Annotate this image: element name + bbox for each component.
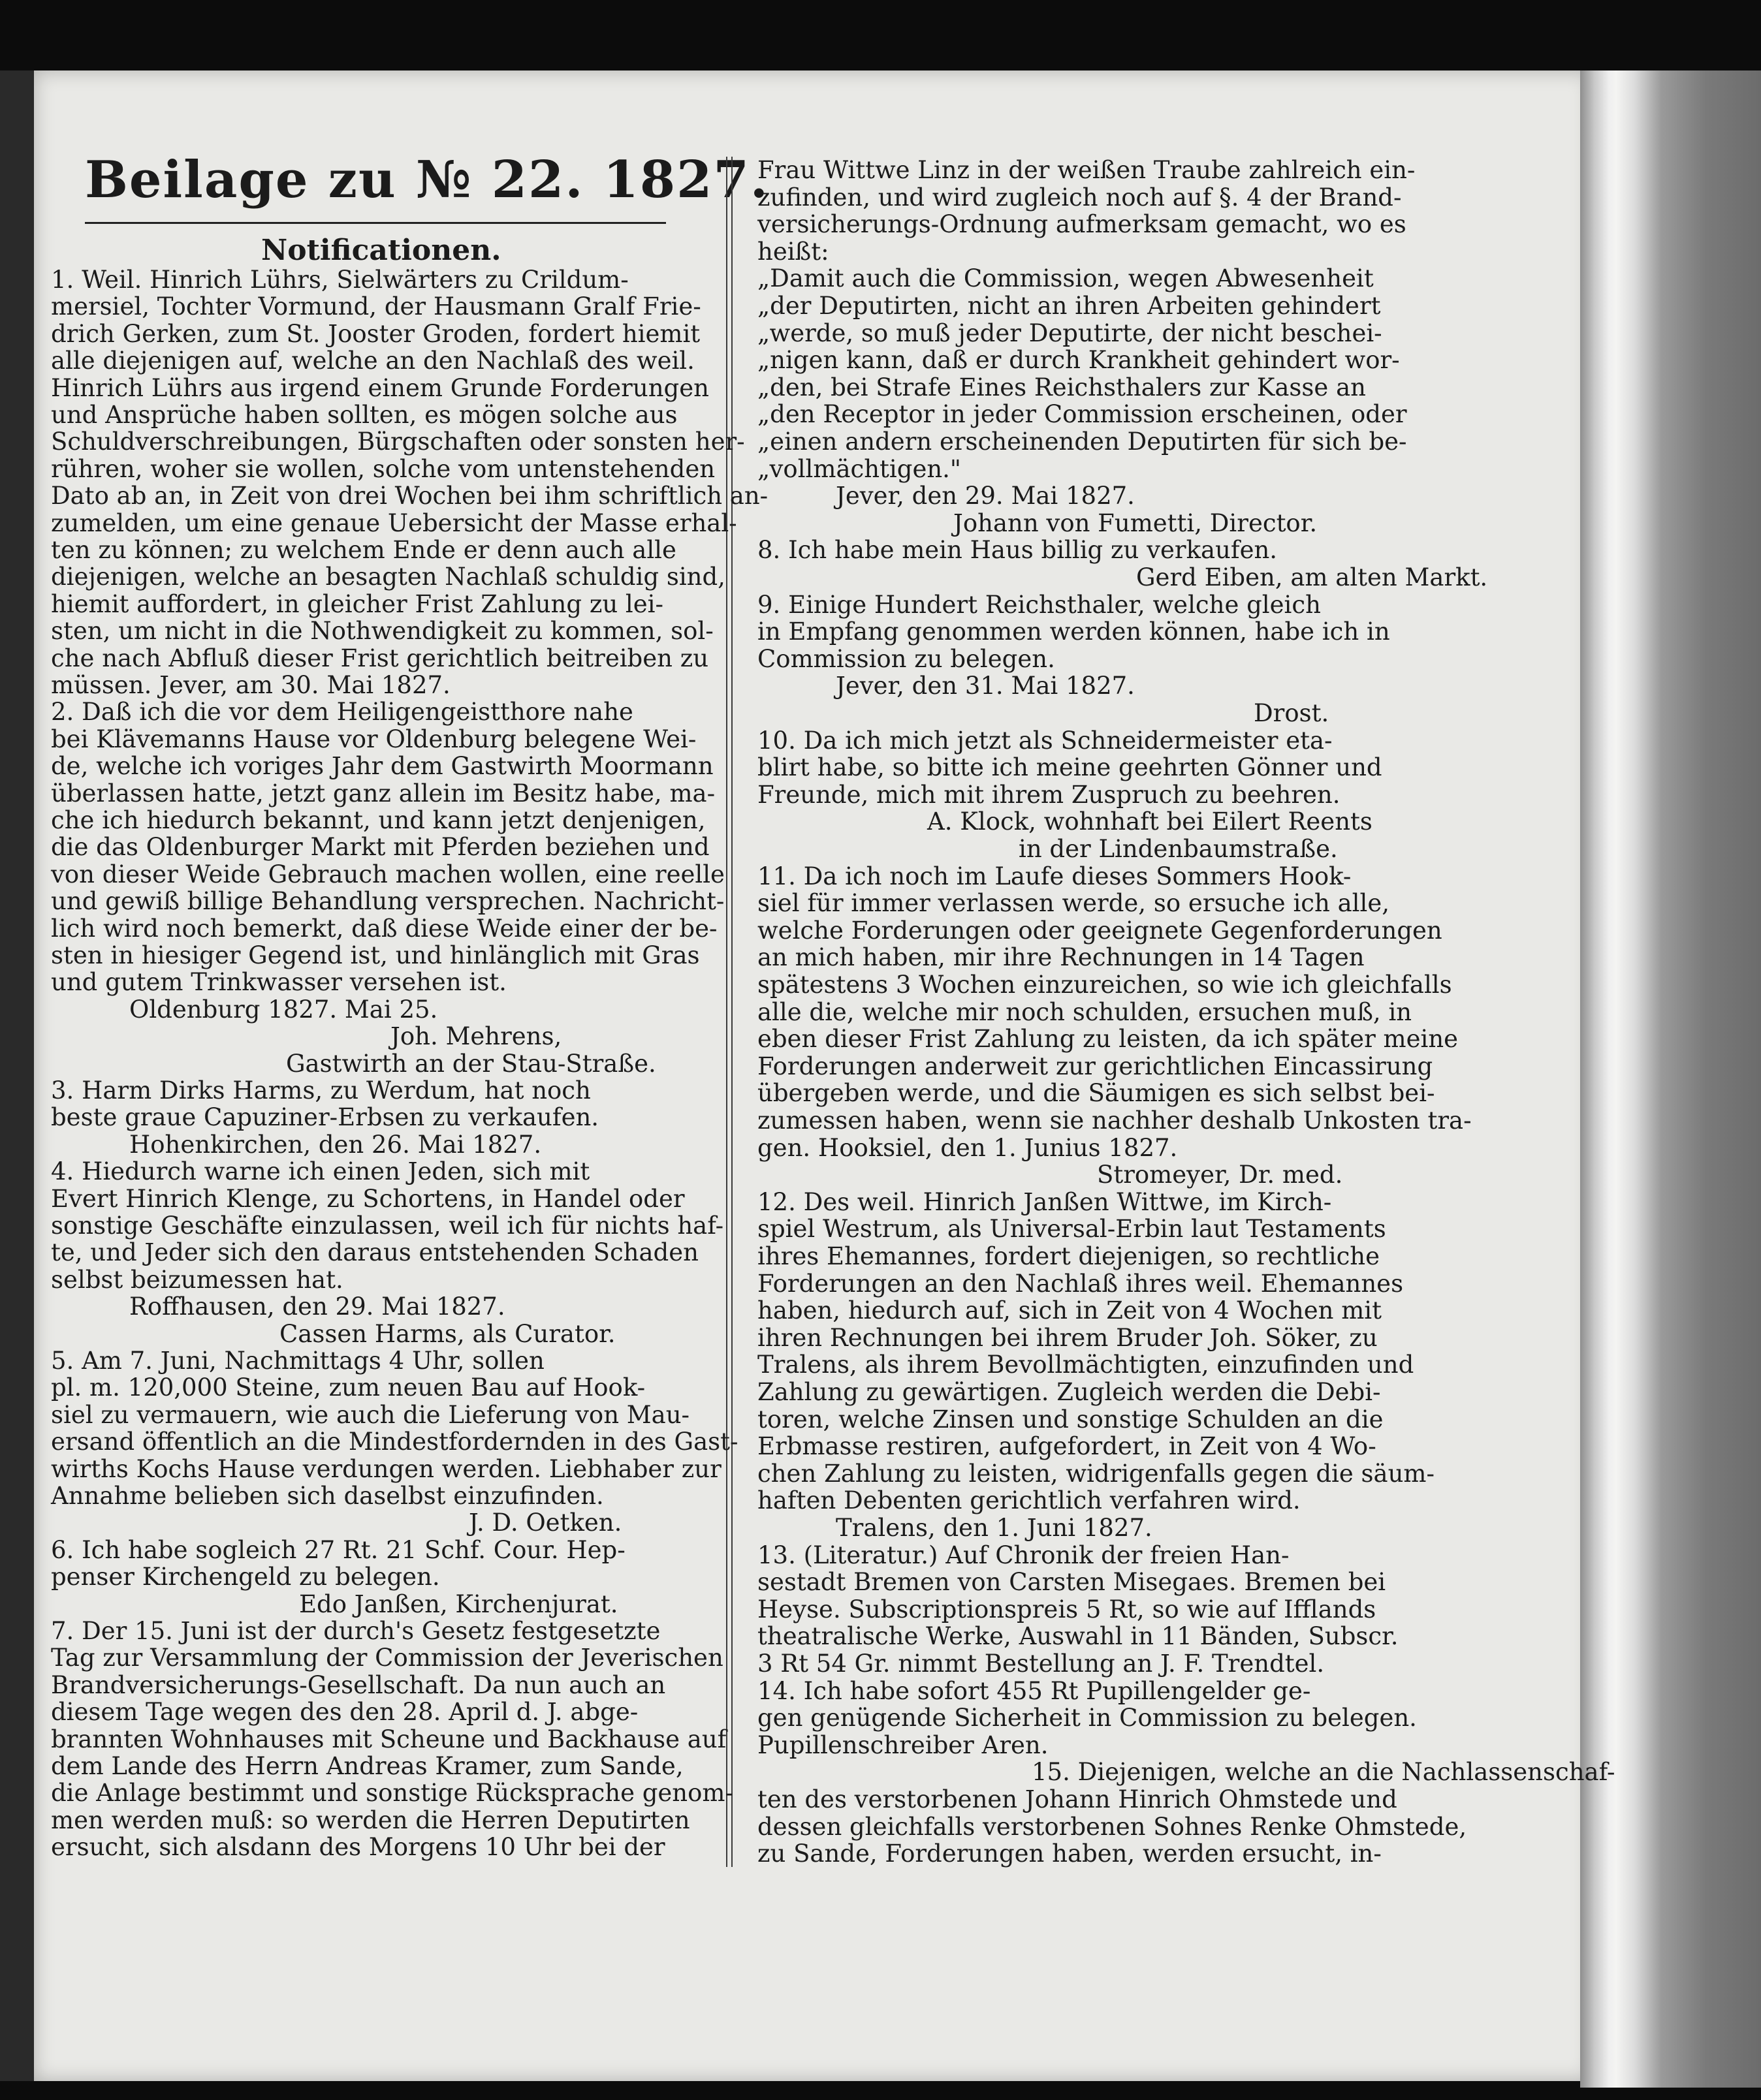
right-text-line: spätestens 3 Wochen einzureichen, so wie ich gleichfalls bbox=[757, 971, 1452, 999]
left-text-line: und gutem Trinkwasser versehen ist. bbox=[51, 968, 507, 997]
left-text-line: Gastwirth an der Stau-Straße. bbox=[286, 1049, 656, 1078]
right-text-line: Jever, den 29. Mai 1827. bbox=[836, 482, 1135, 510]
right-text-line: gen. Hooksiel, den 1. Junius 1827. bbox=[757, 1133, 1178, 1162]
right-text-line: 11. Da ich noch im Laufe dieses Sommers Hook- bbox=[757, 862, 1352, 890]
right-text-line: Erbmasse restiren, aufgefordert, in Zeit von 4 Wo- bbox=[757, 1432, 1376, 1461]
right-text-line: 8. Ich habe mein Haus billig zu verkaufen. bbox=[757, 536, 1278, 565]
left-text-line: Hinrich Lührs aus irgend einem Grunde Forderungen bbox=[51, 373, 709, 402]
page-edge-left bbox=[0, 71, 34, 2081]
right-text-line: „werde, so muß jeder Deputirte, der nicht beschei- bbox=[757, 319, 1382, 347]
right-text-line: Tralens, den 1. Juni 1827. bbox=[836, 1514, 1152, 1542]
title-rule bbox=[85, 222, 666, 224]
left-text-line: sonstige Geschäfte einzulassen, weil ich für nichts haf- bbox=[51, 1212, 724, 1240]
right-text-line: blirt habe, so bitte ich meine geehrten Gönner und bbox=[757, 753, 1382, 782]
left-text-line: Tag zur Versammlung der Commission der Jeverischen bbox=[51, 1644, 723, 1672]
right-text-line: Stromeyer, Dr. med. bbox=[1097, 1161, 1343, 1189]
right-text-line: ihres Ehemannes, fordert diejenigen, so rechtliche bbox=[757, 1242, 1380, 1270]
left-text-line: bei Klävemanns Hause vor Oldenburg belegene Wei- bbox=[51, 725, 697, 753]
left-text-line: die das Oldenburger Markt mit Pferden beziehen und bbox=[51, 833, 710, 862]
left-text-line: und Ansprüche haben sollten, es mögen solche aus bbox=[51, 401, 678, 429]
left-text-line: 1. Weil. Hinrich Lührs, Sielwärters zu Crildum- bbox=[51, 266, 629, 294]
left-text-line: Cassen Harms, als Curator. bbox=[279, 1319, 616, 1348]
right-text-line: Jever, den 31. Mai 1827. bbox=[836, 672, 1135, 700]
left-text-line: che ich hiedurch bekannt, und kann jetzt denjenigen, bbox=[51, 806, 706, 834]
right-text-line: haften Debenten gerichtlich verfahren wird. bbox=[757, 1486, 1301, 1515]
right-text-line: 12. Des weil. Hinrich Janßen Wittwe, im Kirch- bbox=[757, 1187, 1332, 1216]
right-text-line: Pupillenschreiber Aren. bbox=[757, 1731, 1049, 1759]
right-text-line: zumessen haben, wenn sie nachher deshalb Unkosten tra- bbox=[757, 1106, 1472, 1135]
right-text-line: Gerd Eiben, am alten Markt. bbox=[1136, 563, 1488, 591]
left-text-line: von dieser Weide Gebrauch machen wollen, eine reelle bbox=[51, 860, 725, 888]
left-text-line: drich Gerken, zum St. Jooster Groden, fordert hiemit bbox=[51, 319, 701, 348]
left-text-line: ten zu können; zu welchem Ende er denn auch alle bbox=[51, 536, 676, 564]
right-text-line: „einen andern erscheinenden Deputirten für sich be- bbox=[757, 428, 1407, 456]
left-text-line: hiemit auffordert, in gleicher Frist Zahlung zu lei- bbox=[51, 589, 663, 618]
right-text-line: ihren Rechnungen bei ihrem Bruder Joh. Söker, zu bbox=[757, 1323, 1378, 1352]
left-text-line: diejenigen, welche an besagten Nachlaß schuldig sind, bbox=[51, 563, 725, 591]
left-text-line: pl. m. 120,000 Steine, zum neuen Bau auf Hook- bbox=[51, 1373, 646, 1402]
left-text-line: alle diejenigen auf, welche an den Nachlaß des weil. bbox=[51, 347, 695, 375]
section-heading: Notificationen. bbox=[261, 234, 501, 267]
left-text-line: Oldenburg 1827. Mai 25. bbox=[129, 995, 438, 1024]
right-text-line: spiel Westrum, als Universal-Erbin laut Testaments bbox=[757, 1215, 1386, 1244]
right-text-line: 13. (Literatur.) Auf Chronik der freien Han- bbox=[757, 1541, 1290, 1569]
right-text-line: siel für immer verlassen werde, so ersuche ich alle, bbox=[757, 889, 1389, 918]
right-text-line: Heyse. Subscriptionspreis 5 Rt, so wie auf Ifflands bbox=[757, 1595, 1376, 1623]
left-text-line: zumelden, um eine genaue Uebersicht der Masse erhal- bbox=[51, 509, 737, 537]
left-text-line: mersiel, Tochter Vormund, der Hausmann Gralf Frie- bbox=[51, 292, 701, 321]
right-text-line: 9. Einige Hundert Reichsthaler, welche gleich bbox=[757, 590, 1321, 619]
right-text-line: 10. Da ich mich jetzt als Schneidermeister eta- bbox=[757, 726, 1333, 755]
right-text-line: Forderungen an den Nachlaß ihres weil. Ehemannes bbox=[757, 1269, 1404, 1298]
left-text-line: Edo Janßen, Kirchenjurat. bbox=[299, 1590, 618, 1618]
left-text-line: men werden muß: so werden die Herren Deputirten bbox=[51, 1806, 690, 1834]
left-text-line: sten, um nicht in die Nothwendigkeit zu kommen, sol- bbox=[51, 617, 714, 646]
right-text-line: „vollmächtigen." bbox=[757, 454, 961, 483]
right-text-line: „Damit auch die Commission, wegen Abwesenheit bbox=[757, 264, 1374, 293]
left-text-line: ersand öffentlich an die Mindestfordernden in des Gast- bbox=[51, 1428, 738, 1456]
left-text-line: che nach Abfluß dieser Frist gerichtlich beitreiben zu bbox=[51, 644, 709, 672]
right-text-line: „den, bei Strafe Eines Reichsthalers zur Kasse an bbox=[757, 373, 1366, 401]
right-text-line: in der Lindenbaumstraße. bbox=[1019, 835, 1338, 863]
left-text-line: lich wird noch bemerkt, daß diese Weide einer der be- bbox=[51, 914, 718, 943]
right-text-line: Forderungen anderweit zur gerichtlichen Eincassirung bbox=[757, 1052, 1433, 1080]
right-text-line: Drost. bbox=[1254, 699, 1329, 727]
left-text-line: 2. Daß ich die vor dem Heiligengeistthore nahe bbox=[51, 698, 633, 727]
right-text-line: in Empfang genommen werden können, habe ich in bbox=[757, 618, 1390, 646]
left-text-line: de, welche ich voriges Jahr dem Gastwirth Moormann bbox=[51, 752, 714, 781]
right-text-line: ten des verstorbenen Johann Hinrich Ohmstede und bbox=[757, 1785, 1397, 1813]
right-text-line: toren, welche Zinsen und sonstige Schulden an die bbox=[757, 1405, 1384, 1434]
left-text-line: rühren, woher sie wollen, solche vom untenstehenden bbox=[51, 454, 716, 483]
right-text-line: 3 Rt 54 Gr. nimmt Bestellung an J. F. Trendtel. bbox=[757, 1650, 1325, 1678]
left-text-line: siel zu vermauern, wie auch die Lieferung von Mau- bbox=[51, 1400, 690, 1429]
left-text-line: J. D. Oetken. bbox=[469, 1509, 622, 1537]
right-text-line: theatralische Werke, Auswahl in 11 Bänden, Subscr. bbox=[757, 1622, 1399, 1651]
left-text-line: selbst beizumessen hat. bbox=[51, 1265, 343, 1294]
right-text-line: gen genügende Sicherheit in Commission zu belegen. bbox=[757, 1704, 1417, 1732]
right-text-line: „nigen kann, daß er durch Krankheit gehindert wor- bbox=[757, 346, 1400, 375]
left-text-line: Hohenkirchen, den 26. Mai 1827. bbox=[129, 1130, 542, 1159]
right-text-line: zufinden, und wird zugleich noch auf §. 4 der Brand- bbox=[757, 183, 1402, 212]
left-text-line: müssen. Jever, am 30. Mai 1827. bbox=[51, 671, 451, 699]
left-text-line: 3. Harm Dirks Harms, zu Werdum, hat noch bbox=[51, 1076, 591, 1105]
left-text-line: Schuldverschreibungen, Bürgschaften oder sonsten her- bbox=[51, 428, 745, 456]
right-text-line: A. Klock, wohnhaft bei Eilert Reents bbox=[927, 807, 1372, 836]
left-text-line: wirths Kochs Hause verdungen werden. Liebhaber zur bbox=[51, 1454, 722, 1483]
left-text-line: 4. Hiedurch warne ich einen Jeden, sich mit bbox=[51, 1157, 590, 1186]
right-text-line: an mich haben, mir ihre Rechnungen in 14 Tagen bbox=[757, 943, 1365, 972]
left-text-line: te, und Jeder sich den daraus entstehenden Schaden bbox=[51, 1238, 699, 1267]
left-text-line: diesem Tage wegen des den 28. April d. J. abge- bbox=[51, 1698, 639, 1727]
left-text-line: sten in hiesiger Gegend ist, und hinlänglich mit Gras bbox=[51, 941, 700, 969]
left-text-line: brannten Wohnhauses mit Scheune und Backhause auf bbox=[51, 1725, 727, 1753]
left-text-line: Roffhausen, den 29. Mai 1827. bbox=[129, 1293, 505, 1321]
right-text-line: Freunde, mich mit ihrem Zuspruch zu beehren. bbox=[757, 780, 1341, 809]
left-text-line: 7. Der 15. Juni ist der durch's Gesetz festgesetzte bbox=[51, 1617, 661, 1645]
right-text-line: alle die, welche mir noch schulden, ersuchen muß, in bbox=[757, 997, 1412, 1026]
left-text-line: die Anlage bestimmt und sonstige Rücksprache genom- bbox=[51, 1779, 733, 1808]
left-text-line: Joh. Mehrens, bbox=[390, 1022, 562, 1051]
left-text-line: 6. Ich habe sogleich 27 Rt. 21 Schf. Cour. Hep- bbox=[51, 1535, 626, 1564]
right-text-line: eben dieser Frist Zahlung zu leisten, da ich später meine bbox=[757, 1025, 1459, 1054]
right-text-line: sestadt Bremen von Carsten Misegaes. Bremen bei bbox=[757, 1568, 1386, 1597]
left-text-line: Evert Hinrich Klenge, zu Schortens, in Handel oder bbox=[51, 1184, 685, 1213]
right-text-line: „der Deputirten, nicht an ihren Arbeiten gehindert bbox=[757, 292, 1381, 320]
left-text-line: Dato ab an, in Zeit von drei Wochen bei ihm schriftlich an- bbox=[51, 482, 769, 510]
left-text-line: ersucht, sich alsdann des Morgens 10 Uhr bei der bbox=[51, 1833, 665, 1862]
right-text-line: Frau Wittwe Linz in der weißen Traube zahlreich ein- bbox=[757, 156, 1416, 184]
right-text-line: chen Zahlung zu leisten, widrigenfalls gegen die säum- bbox=[757, 1459, 1435, 1488]
right-text-line: 14. Ich habe sofort 455 Rt Pupillengelder ge- bbox=[757, 1676, 1311, 1705]
right-text-line: Commission zu belegen. bbox=[757, 644, 1055, 673]
right-text-line: „den Receptor in jeder Commission erscheinen, oder bbox=[757, 400, 1407, 429]
right-text-line: versicherungs-Ordnung aufmerksam gemacht, wo es bbox=[757, 210, 1406, 239]
left-text-line: Brandversicherungs-Gesellschaft. Da nun auch an bbox=[51, 1670, 666, 1699]
right-text-line: dessen gleichfalls verstorbenen Sohnes Renke Ohmstede, bbox=[757, 1812, 1467, 1841]
left-text-line: beste graue Capuziner-Erbsen zu verkaufen. bbox=[51, 1103, 599, 1132]
left-text-line: dem Lande des Herrn Andreas Kramer, zum Sande, bbox=[51, 1752, 684, 1780]
right-text-line: Zahlung zu gewärtigen. Zugleich werden die Debi- bbox=[757, 1378, 1381, 1406]
right-text-line: heißt: bbox=[757, 237, 829, 266]
right-text-line: 15. Diejenigen, welche an die Nachlassenschaf- bbox=[1032, 1758, 1615, 1787]
right-text-line: zu Sande, Forderungen haben, werden ersucht, in- bbox=[757, 1840, 1382, 1868]
left-text-line: 5. Am 7. Juni, Nachmittags 4 Uhr, sollen bbox=[51, 1347, 545, 1375]
left-text-line: penser Kirchengeld zu belegen. bbox=[51, 1563, 440, 1591]
right-text-line: haben, hiedurch auf, sich in Zeit von 4 Wochen mit bbox=[757, 1296, 1382, 1325]
left-text-line: Annahme belieben sich daselbst einzufinden. bbox=[51, 1482, 604, 1510]
right-text-line: welche Forderungen oder geeignete Gegenforderungen bbox=[757, 916, 1442, 945]
page-title: Beilage zu № 22. 1827. bbox=[85, 150, 769, 210]
left-text-line: und gewiß billige Behandlung versprechen. Nachricht- bbox=[51, 887, 725, 916]
right-text-line: Tralens, als ihrem Bevollmächtigten, einzufinden und bbox=[757, 1351, 1414, 1379]
right-text-line: übergeben werde, und die Säumigen es sich selbst bei- bbox=[757, 1079, 1435, 1108]
right-text-line: Johann von Fumetti, Director. bbox=[953, 509, 1318, 537]
left-text-line: überlassen hatte, jetzt ganz allein im Besitz habe, ma- bbox=[51, 779, 716, 807]
